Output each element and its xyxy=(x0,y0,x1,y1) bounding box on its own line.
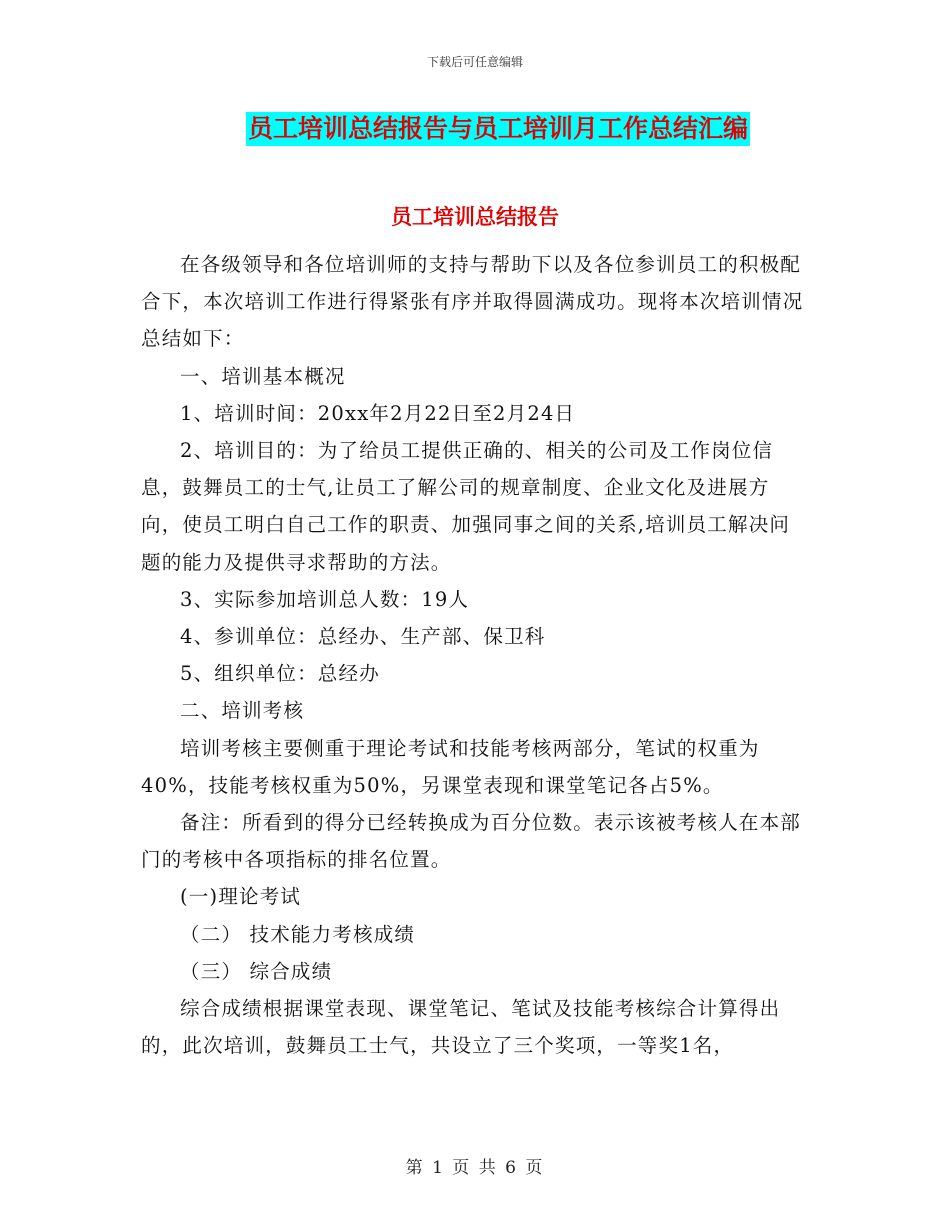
item-organizing-unit: 5、组织单位：总经办 xyxy=(180,662,380,686)
heading-basic-overview: 一、培训基本概况 xyxy=(180,364,346,388)
paragraph-overall-scores: 综合成绩根据课堂表现、课堂笔记、笔试及技能考核综合计算得出的，此次培训，鼓舞员工士气，共设立了三个奖项，一等奖1名， xyxy=(141,997,781,1058)
main-title: 员工培训总结报告与员工培训月工作总结汇编 xyxy=(246,112,750,146)
subheading-overall-scores: （三） 综合成绩 xyxy=(180,959,333,983)
heading-assessment: 二、培训考核 xyxy=(180,699,305,723)
item-participant-count: 3、实际参加培训总人数：19人 xyxy=(180,587,470,611)
item-participating-units: 4、参训单位：总经办、生产部、保卫科 xyxy=(180,625,546,649)
header-note: 下载后可任意编辑 xyxy=(426,55,523,69)
paragraph-intro: 在各级领导和各位培训师的支持与帮助下以及各位参训员工的积极配合下，本次培训工作进行得紧张有序并取得圆满成功。现将本次培训情况总结如下： xyxy=(141,253,804,351)
paragraph-assessment-weights: 培训考核主要侧重于理论考试和技能考核两部分，笔试的权重为40%，技能考核权重为50%，另课堂表现和课堂笔记各占5%。 xyxy=(141,736,760,797)
item-training-time: 1、培训时间：20xx年2月22日至2月24日 xyxy=(180,401,576,425)
page-number-footer: 第 1 页 共 6 页 xyxy=(405,1158,545,1178)
document-body xyxy=(141,246,809,1064)
paragraph-remark: 备注：所看到的得分已经转换成为百分位数。表示该被考核人在本部门的考核中各项指标的排名位置。 xyxy=(141,811,802,872)
subheading-theory-exam: (一)理论考试 xyxy=(180,885,302,909)
section-title: 员工培训总结报告 xyxy=(391,205,559,229)
item-training-purpose: 2、培训目的：为了给员工提供正确的、相关的公司及工作岗位信息，鼓舞员工的士气,让员工了解公司的规章制度、企业文化及进展方向，使员工明白自己工作的职责、加强同事之间的关系,培训员工解决问题的能力及提供寻求帮助的方法。 xyxy=(141,439,791,574)
subheading-skill-scores: （二） 技术能力考核成绩 xyxy=(180,922,416,946)
main-title-container xyxy=(0,112,950,146)
